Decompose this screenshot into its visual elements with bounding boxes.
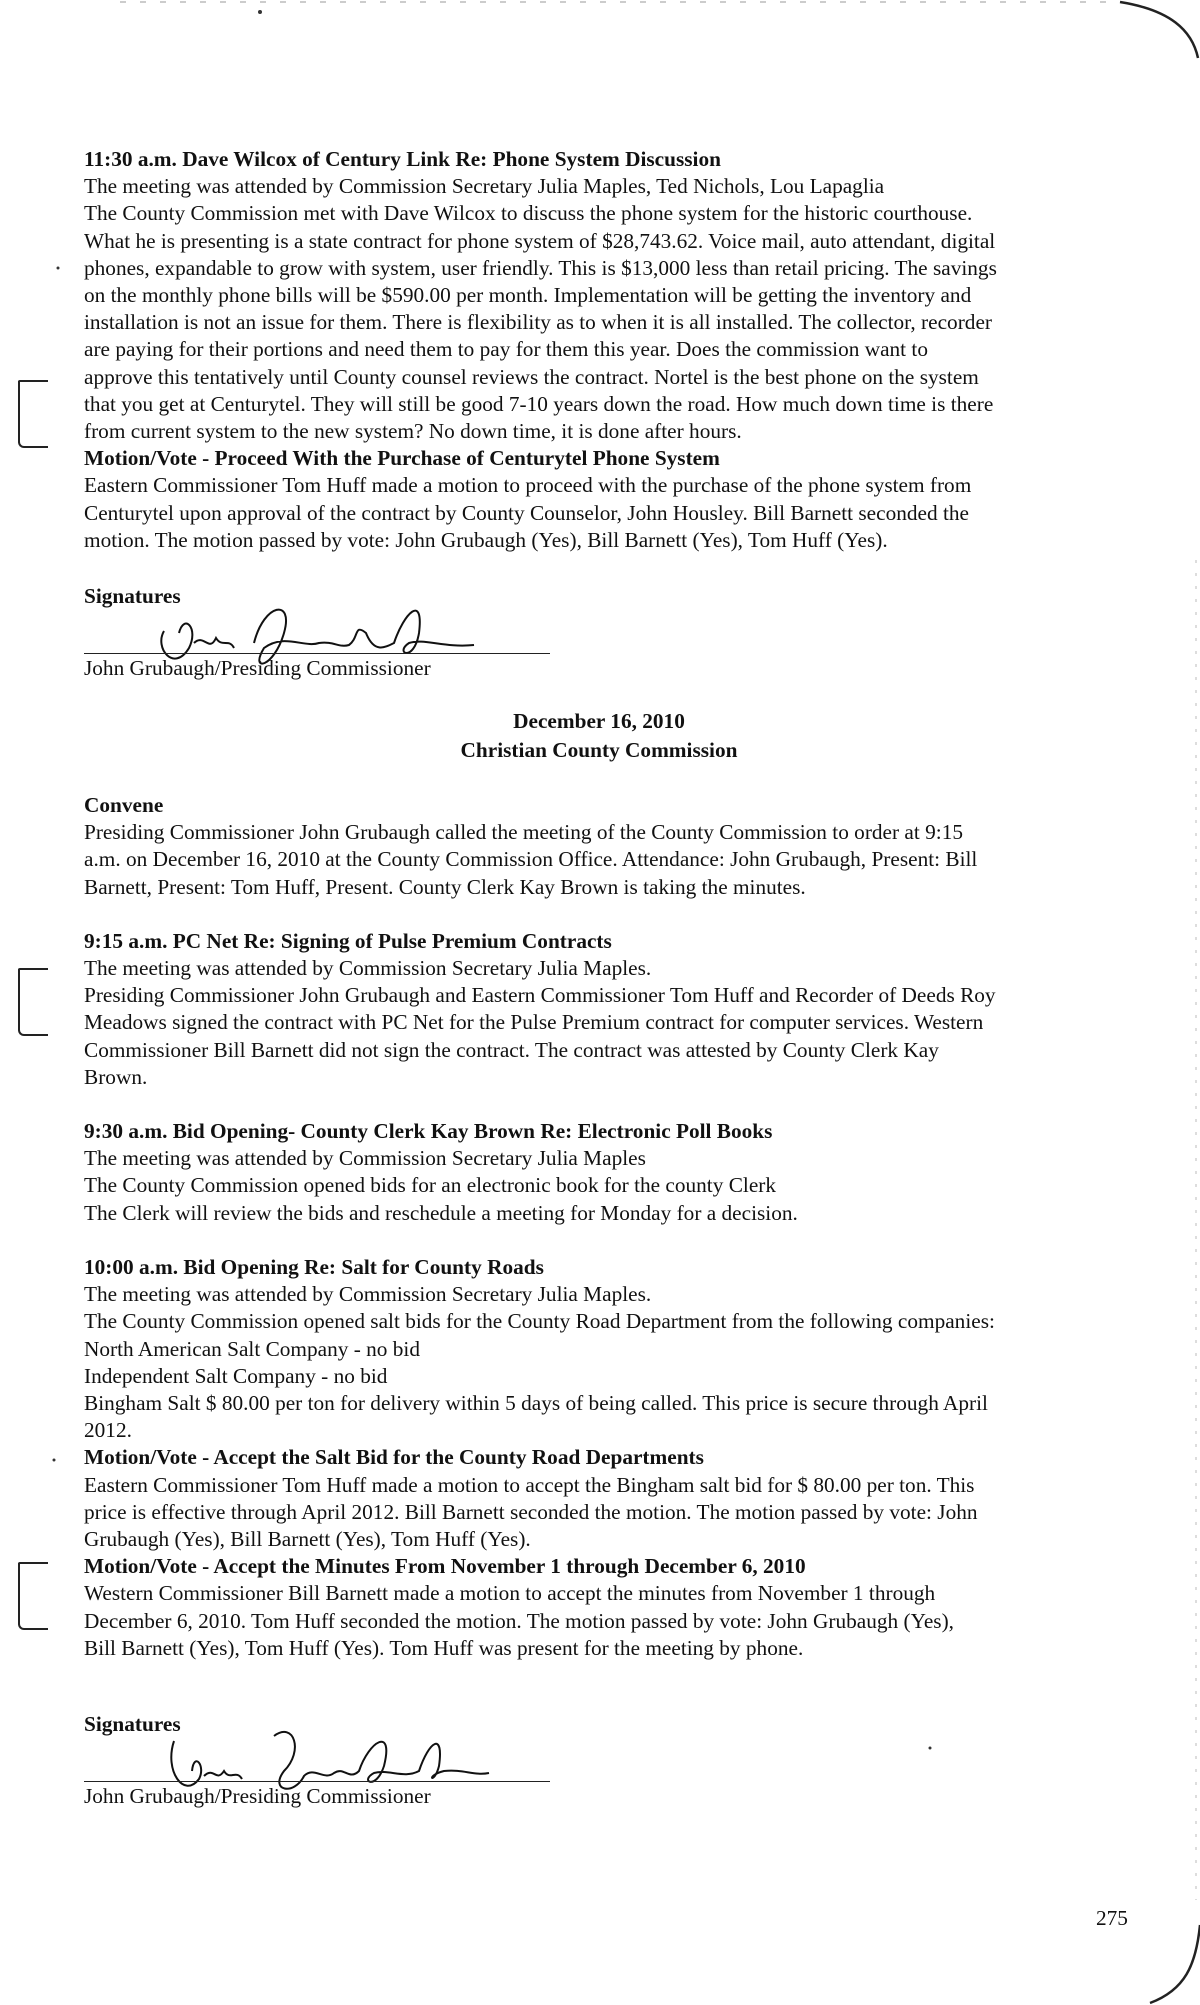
text-line: The meeting was attended by Commission Secretary Julia Maples.: [84, 1282, 652, 1307]
text-line: Bill Barnett (Yes), Tom Huff (Yes). Tom Huff was present for the meeting by phone.: [84, 1635, 804, 1660]
page-number: 275: [1096, 1906, 1128, 1930]
meeting-date: December 16, 2010: [513, 709, 685, 734]
text-line: Bingham Salt $ 80.00 per ton for delivery within 5 days of being called. This price is secure through April: [84, 1390, 988, 1415]
text-line: North American Salt Company - no bid: [84, 1336, 420, 1361]
margin-bracket: [18, 1562, 48, 1630]
text-line: that you get at Centurytel. They will still be good 7-10 years down the road. How much down time is there: [84, 391, 994, 416]
text-line: Centurytel upon approval of the contract by County Counselor, John Housley. Bill Barnett seconded the: [84, 500, 969, 525]
meeting-body: Christian County Commission: [460, 738, 738, 763]
text-line: on the monthly phone bills will be $590.00 per month. Implementation will be getting the inventory and: [84, 283, 972, 308]
text-line: Independent Salt Company - no bid: [84, 1363, 388, 1388]
section-heading: 9:15 a.m. PC Net Re: Signing of Pulse Premium Contracts: [84, 928, 612, 953]
margin-bracket: [18, 380, 48, 448]
signature-caption: John Grubaugh/Presiding Commissioner: [84, 1783, 431, 1808]
text-line: price is effective through April 2012. Bill Barnett seconded the motion. The motion passed by vote: John: [84, 1499, 978, 1524]
signature-block: [84, 581, 644, 699]
motion-heading: Motion/Vote - Accept the Salt Bid for the County Road Departments: [84, 1445, 704, 1470]
motion-heading: Motion/Vote - Proceed With the Purchase of Centurytel Phone System: [84, 446, 720, 471]
text-line: are paying for their portions and need them to pay for them this year. Does the commission want to: [84, 337, 928, 362]
section-heading: 9:30 a.m. Bid Opening- County Clerk Kay Brown Re: Electronic Poll Books: [84, 1119, 773, 1144]
text-line: The meeting was attended by Commission Secretary Julia Maples: [84, 1146, 646, 1171]
text-line: The County Commission opened salt bids for the County Road Department from the following companies:: [84, 1309, 995, 1334]
text-line: Western Commissioner Bill Barnett made a motion to accept the minutes from November 1 through: [84, 1581, 936, 1606]
section-heading: 10:00 a.m. Bid Opening Re: Salt for County Roads: [84, 1254, 544, 1279]
text-line: The Clerk will review the bids and reschedule a meeting for Monday for a decision.: [84, 1200, 798, 1225]
signature-line: [84, 1781, 550, 1782]
text-line: Presiding Commissioner John Grubaugh and Eastern Commissioner Tom Huff and Recorder of Deeds Roy: [84, 983, 996, 1008]
section-heading: Convene: [84, 793, 164, 818]
signature-block: [84, 1709, 644, 1827]
text-line: from current system to the new system? No down time, it is done after hours.: [84, 419, 742, 444]
text-line: Commissioner Bill Barnett did not sign the contract. The contract was attested by County Clerk Kay: [84, 1037, 939, 1062]
signature-line: [84, 653, 550, 654]
text-line: What he is presenting is a state contract for phone system of $28,743.62. Voice mail, auto attendant, digital: [84, 228, 996, 253]
text-line: The County Commission opened bids for an electronic book for the county Clerk: [84, 1173, 777, 1198]
signatures-label: Signatures: [84, 1711, 181, 1736]
text-line: Eastern Commissioner Tom Huff made a motion to accept the Bingham salt bid for $ 80.00 per ton. This: [84, 1472, 975, 1497]
text-line: Eastern Commissioner Tom Huff made a motion to proceed with the purchase of the phone system from: [84, 473, 972, 498]
margin-bracket: [18, 968, 48, 1036]
minutes-content: [84, 146, 1114, 1827]
text-line: Grubaugh (Yes), Bill Barnett (Yes), Tom Huff (Yes).: [84, 1526, 531, 1551]
text-line: Presiding Commissioner John Grubaugh called the meeting of the County Commission to order at 9:15: [84, 820, 963, 845]
motion-heading: Motion/Vote - Accept the Minutes From November 1 through December 6, 2010: [84, 1554, 806, 1579]
text-line: The meeting was attended by Commission Secretary Julia Maples, Ted Nichols, Lou Lapaglia: [84, 174, 885, 199]
text-line: installation is not an issue for them. There is flexibility as to when it is all installed. The collector, recorder: [84, 310, 992, 335]
text-line: December 6, 2010. Tom Huff seconded the motion. The motion passed by vote: John Grubaugh (Yes),: [84, 1608, 954, 1633]
text-line: 2012.: [84, 1418, 132, 1443]
text-line: Brown.: [84, 1064, 148, 1089]
text-line: Meadows signed the contract with PC Net for the Pulse Premium contract for computer services. Western: [84, 1010, 984, 1035]
section-heading: 11:30 a.m. Dave Wilcox of Century Link Re: Phone System Discussion: [84, 147, 721, 171]
signatures-label: Signatures: [84, 584, 181, 609]
signature-caption: John Grubaugh/Presiding Commissioner: [84, 656, 431, 681]
text-line: The County Commission met with Dave Wilcox to discuss the phone system for the historic courthouse.: [84, 201, 973, 226]
text-line: approve this tentatively until County counsel reviews the contract. Nortel is the best phone on the system: [84, 364, 979, 389]
text-line: Barnett, Present: Tom Huff, Present. County Clerk Kay Brown is taking the minutes.: [84, 874, 806, 899]
text-line: phones, expandable to grow with system, user friendly. This is $13,000 less than retail pricing. The savings: [84, 255, 997, 280]
text-line: a.m. on December 16, 2010 at the County Commission Office. Attendance: John Grubaugh, Present: Bill: [84, 847, 978, 872]
text-line: The meeting was attended by Commission Secretary Julia Maples.: [84, 956, 652, 981]
text-line: motion. The motion passed by vote: John Grubaugh (Yes), Bill Barnett (Yes), Tom Huff (Yes).: [84, 527, 888, 552]
